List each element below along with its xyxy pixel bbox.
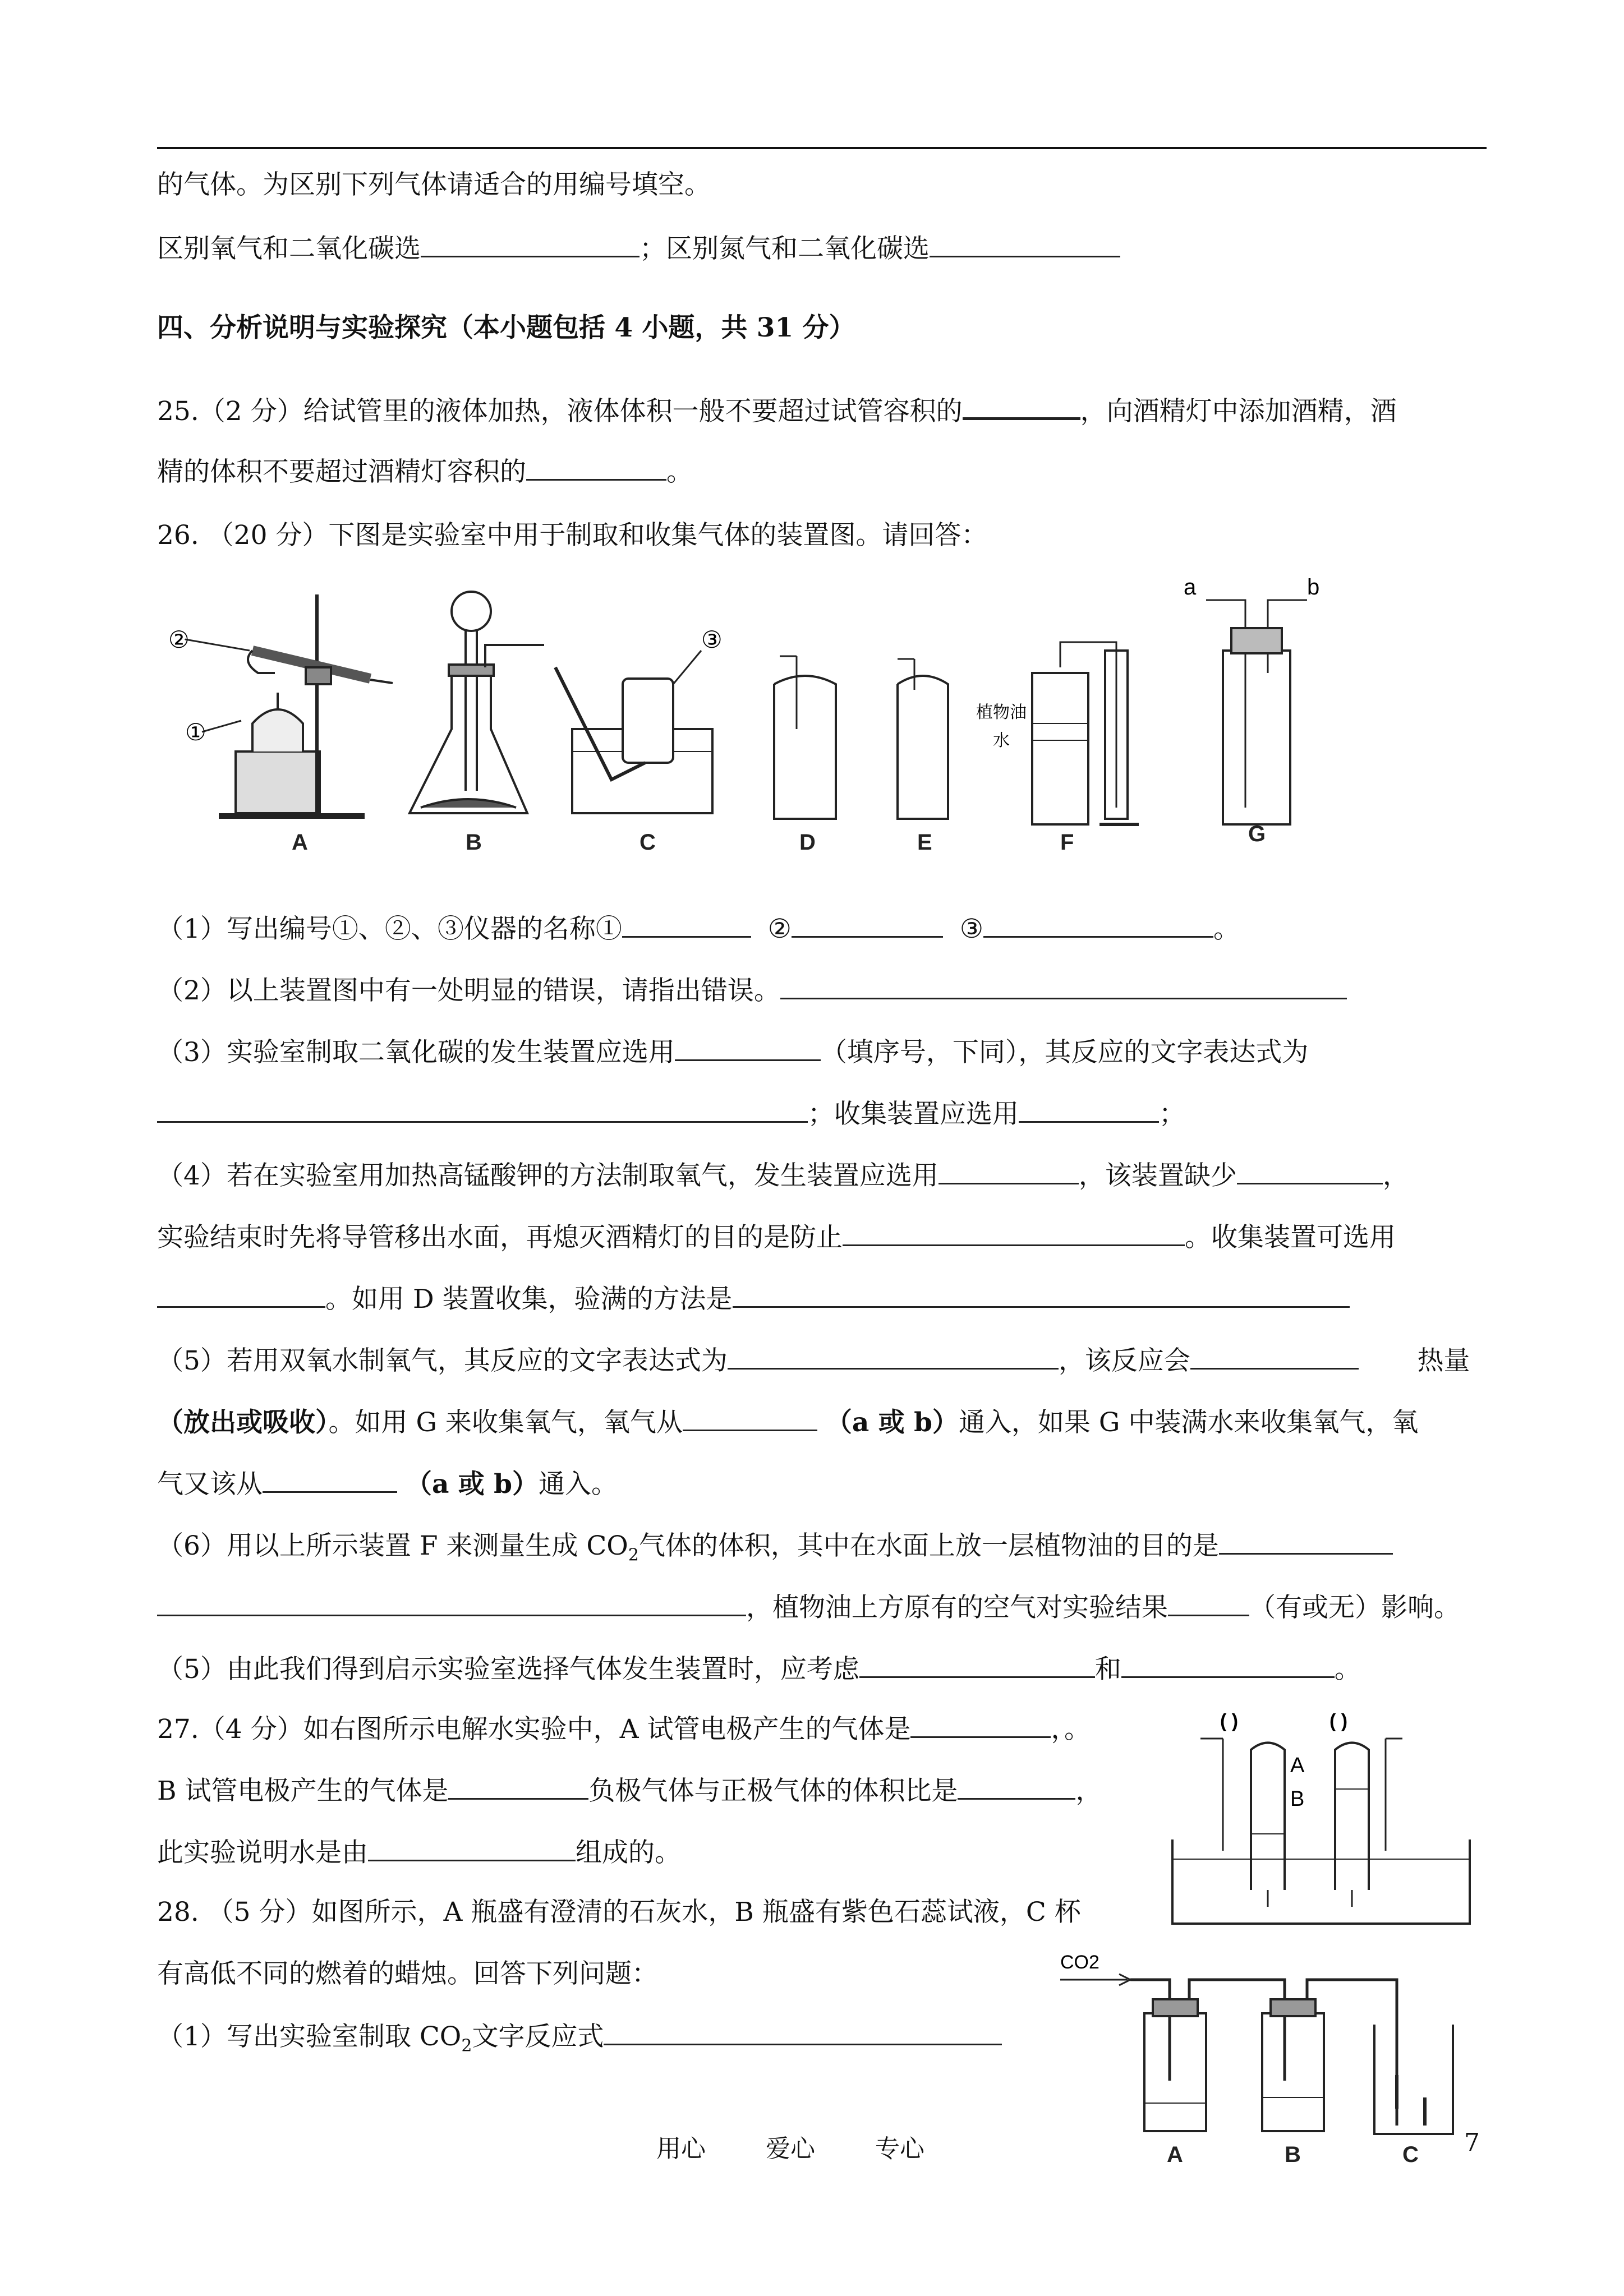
co2-label-c: C (1402, 2142, 1419, 2167)
q26-part2: （2）以上装置图中有一处明显的错误，请指出错误。 (157, 973, 1347, 1008)
q28-line1: 28. （5 分）如图所示，A 瓶盛有澄清的石灰水，B 瓶盛有紫色石蕊试液，C 杯 (157, 1897, 1081, 1928)
q28-line3: （1）写出实验室制取 $CO_2$文字反应式 (157, 2019, 1002, 2063)
footer-word-2: 爱心 (766, 2134, 815, 2163)
q25-line1: 25.（2 分）给试管里的液体加热，液体体积一般不要超过试管容积的 ，向酒精灯中添加酒精，酒 (157, 393, 1397, 428)
co2-label-a: A (1167, 2142, 1183, 2167)
apparatus-label-c: C (640, 830, 656, 855)
q26-part4-line2: 实验结束时先将导管移出水面，再熄灭酒精灯的目的是防止 。收集装置可选用 (157, 1220, 1396, 1255)
apparatus-label-a: A (292, 830, 308, 855)
q26-part3-line2: ；收集装置应选用 ； (157, 1096, 1185, 1131)
footer-word-3: 专心 (875, 2134, 924, 2163)
marker-3: ③ (701, 626, 723, 653)
q26-intro: 26. （20 分）下图是实验室中用于制取和收集气体的装置图。请回答： (157, 520, 988, 551)
q27-line1: 27.（4 分）如右图所示电解水实验中，A 试管电极产生的气体是 ，。 (157, 1712, 1091, 1746)
q26-part4-line1: （4）若在实验室用加热高锰酸钾的方法制取氧气，发生装置应选用 ，该装置缺少 ， (157, 1158, 1409, 1193)
co2-apparatus-figure (1060, 1940, 1487, 2170)
marker-2: ② (168, 626, 190, 653)
electrolysis-label-a: A (1290, 1754, 1305, 1777)
apparatus-label-g: G (1248, 822, 1266, 846)
electrolysis-label-b: B (1290, 1787, 1305, 1811)
section-title: 四、分析说明与实验探究（本小题包括 4 小题，共 31 分） (157, 312, 855, 343)
q26-part6-line1: （6）用以上所示装置 F 来测量生成 $CO_2$气体的体积，其中在水面上放一层植物油的目的是 (157, 1528, 1393, 1572)
q26-part4-line3: 。如用 D 装置收集，验满的方法是 (157, 1281, 1350, 1316)
marker-1: ① (185, 719, 206, 745)
electrolysis-figure (1167, 1705, 1481, 1929)
q26-part5-line3: 气又该从 （a 或 b）通入。 (157, 1467, 618, 1501)
co2-label-b: B (1285, 2142, 1301, 2167)
q27-line2: B 试管电极产生的气体是 负极气体与正极气体的体积比是 ， (157, 1773, 1102, 1808)
marker-a: a (1184, 575, 1197, 600)
footer-word-1: 用心 (656, 2134, 706, 2163)
q26-part1: （1）写出编号①、②、③仪器的名称① ② ③ 。 (157, 911, 1240, 946)
q26-part3-line1: （3）实验室制取二氧化碳的发生装置应选用 （填序号，下同），其反应的文字表达式为 (157, 1035, 1308, 1069)
header-rule (157, 147, 1487, 149)
apparatus-label-b: B (466, 830, 482, 855)
q26-part7: （5）由此我们得到启示实验室选择气体发生装置时，应考虑 和 。 (157, 1652, 1361, 1686)
electrolysis-paren-right: ( ) (1329, 1711, 1348, 1732)
co2-label: CO2 (1060, 1952, 1099, 1973)
electrolysis-paren-left: ( ) (1220, 1711, 1239, 1732)
apparatus-figure (168, 575, 1320, 875)
q25-line2: 精的体积不要超过酒精灯容积的 。 (157, 454, 693, 489)
q24-line: 区别氧气和二氧化碳选 ；区别氮气和二氧化碳选 (157, 231, 1120, 266)
marker-water: 水 (993, 731, 1010, 750)
q26-part5-line2: （放出或吸收）。如用 G 来收集氧气，氧气从 （a 或 b）通入，如果 G 中装满水来收集氧气，氧 (157, 1405, 1418, 1440)
q28-line2: 有高低不同的燃着的蜡烛。回答下列问题： (157, 1958, 658, 1989)
apparatus-label-e: E (917, 830, 932, 855)
apparatus-label-d: D (799, 830, 816, 855)
text-line: 的气体。为区别下列气体请适合的用编号填空。 (157, 169, 711, 200)
apparatus-label-f: F (1060, 830, 1074, 855)
page-number: 7 (1464, 2128, 1480, 2157)
q26-part5-line1: （5）若用双氧水制氧气，其反应的文字表达式为 ，该反应会 热量 (157, 1343, 1470, 1378)
marker-b: b (1307, 575, 1320, 600)
q27-line3: 此实验说明水是由 组成的。 (157, 1835, 681, 1870)
marker-oil: 植物油 (976, 703, 1027, 722)
q26-part6-line2: ，植物油上方原有的空气对实验结果 （有或无）影响。 (157, 1590, 1460, 1625)
